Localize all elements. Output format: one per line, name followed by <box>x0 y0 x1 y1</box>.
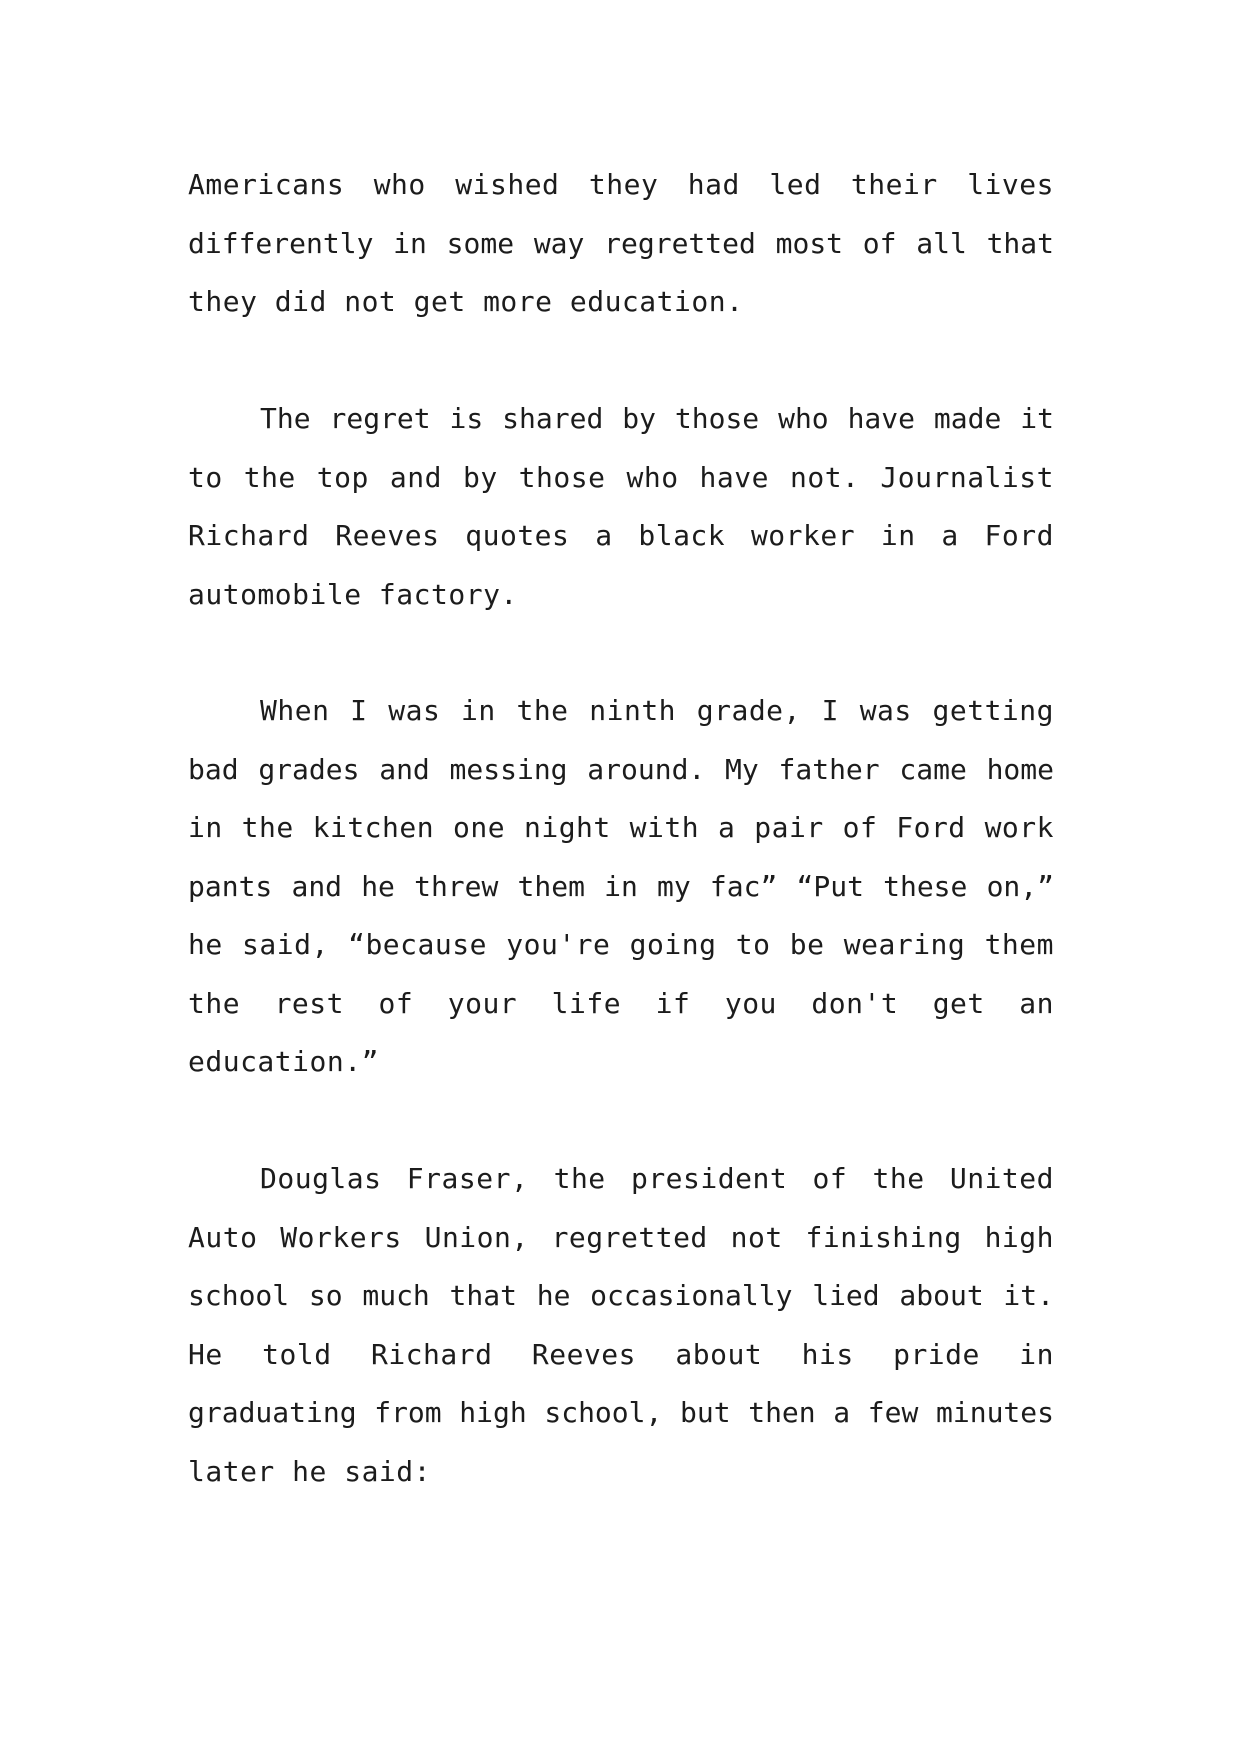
paragraph-1 <box>188 156 1054 332</box>
text-line: differently in some way regretted most of all that <box>188 226 1054 260</box>
text-line: When I was in the ninth grade, I was getting <box>260 694 1054 727</box>
paragraph-2 <box>188 390 1054 624</box>
text-line: he said, “because you're going to be wearing them <box>188 928 1054 961</box>
text-line: Auto Workers Union, regretted not finishing high <box>188 1220 1054 1254</box>
text-line: He told Richard Reeves about his pride in <box>188 1337 1054 1371</box>
text-line: later he said: <box>188 1454 432 1488</box>
text-line: bad grades and messing around. My father came home <box>188 752 1054 786</box>
paragraph-4 <box>188 1150 1054 1501</box>
text-line: Richard Reeves quotes a black worker in a Ford <box>188 519 1054 552</box>
paragraph-3 <box>188 682 1054 1092</box>
text-line: education.” <box>188 1045 379 1078</box>
text-line: Douglas Fraser, the president of the United <box>260 1162 1054 1195</box>
text-line: pants and he threw them in my fac” “Put these on,” <box>188 869 1054 903</box>
text-line: automobile factory. <box>188 577 518 611</box>
text-line: they did not get more education. <box>188 285 744 318</box>
text-line: the rest of your life if you don't get an <box>188 986 1054 1020</box>
text-line: The regret is shared by those who have made it <box>260 402 1054 435</box>
text-line: graduating from high school, but then a few minutes <box>188 1396 1054 1429</box>
text-line: in the kitchen one night with a pair of Ford work <box>188 811 1054 844</box>
text-line: school so much that he occasionally lied about it. <box>188 1279 1054 1312</box>
text-line: to the top and by those who have not. Journalist <box>188 460 1054 494</box>
text-line: Americans who wished they had led their lives <box>188 168 1054 201</box>
